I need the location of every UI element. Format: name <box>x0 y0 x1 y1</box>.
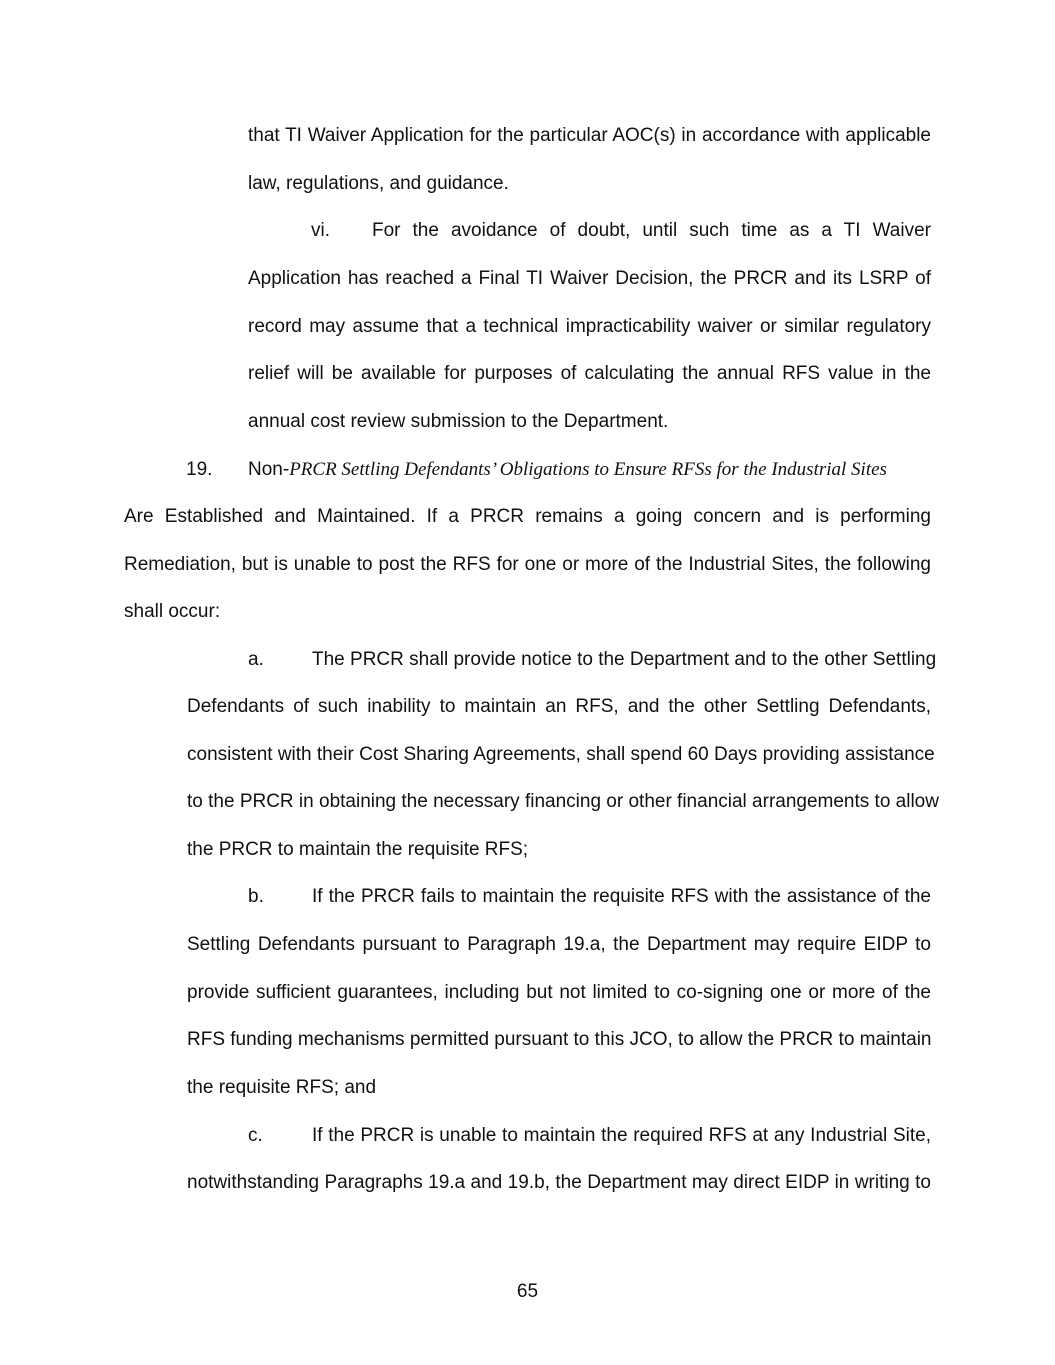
text-line: record may assume that a technical impracticability waiver or similar regulatory <box>248 316 931 337</box>
text-line: provide sufficient guarantees, including but not limited to co-signing one or more of the <box>187 982 931 1003</box>
page-number: 65 <box>516 1281 539 1302</box>
text-line: the PRCR to maintain the requisite RFS; <box>187 839 529 860</box>
text-line: shall occur: <box>124 601 221 622</box>
text-line: relief will be available for purposes of calculating the annual RFS value in the <box>248 363 931 384</box>
text-line: to the PRCR in obtaining the necessary financing or other financial arrangements to allow <box>187 791 939 812</box>
list-marker: c. <box>248 1125 263 1146</box>
text-line: consistent with their Cost Sharing Agreements, shall spend 60 Days providing assistance <box>187 744 935 765</box>
text-line: notwithstanding Paragraphs 19.a and 19.b, the Department may direct EIDP in writing to <box>187 1172 931 1193</box>
list-marker: b. <box>248 886 264 907</box>
heading-prefix: Non- <box>248 459 290 480</box>
text-line: annual cost review submission to the Department. <box>248 411 669 432</box>
paragraph-heading <box>248 457 887 483</box>
paragraph-number: 19. <box>186 459 213 480</box>
text-line: law, regulations, and guidance. <box>248 173 509 194</box>
text-line: The PRCR shall provide notice to the Department and to the other Settling <box>312 649 937 670</box>
text-line: Application has reached a Final TI Waiver Decision, the PRCR and its LSRP of <box>248 268 931 289</box>
text-line: Remediation, but is unable to post the RFS for one or more of the Industrial Sites, the following <box>124 554 931 575</box>
text-line: If the PRCR fails to maintain the requisite RFS with the assistance of the <box>312 886 931 907</box>
list-marker: vi. <box>311 220 330 241</box>
heading-italic: PRCR Settling Defendants’ Obligations to Ensure RFSs for the Industrial Sites <box>289 459 887 480</box>
text-line: that TI Waiver Application for the particular AOC(s) in accordance with applicable <box>248 125 931 146</box>
text-line: For the avoidance of doubt, until such time as a TI Waiver <box>372 220 931 241</box>
text-line: the requisite RFS; and <box>187 1077 377 1098</box>
list-marker: a. <box>248 649 264 670</box>
text-line: Settling Defendants pursuant to Paragraph 19.a, the Department may require EIDP to <box>187 934 931 955</box>
text-line: RFS funding mechanisms permitted pursuant to this JCO, to allow the PRCR to maintain <box>187 1029 932 1050</box>
text-line: Defendants of such inability to maintain an RFS, and the other Settling Defendants, <box>187 696 931 717</box>
text-line: Are Established and Maintained. If a PRCR remains a going concern and is performing <box>124 506 931 527</box>
text-line: If the PRCR is unable to maintain the required RFS at any Industrial Site, <box>312 1125 931 1146</box>
